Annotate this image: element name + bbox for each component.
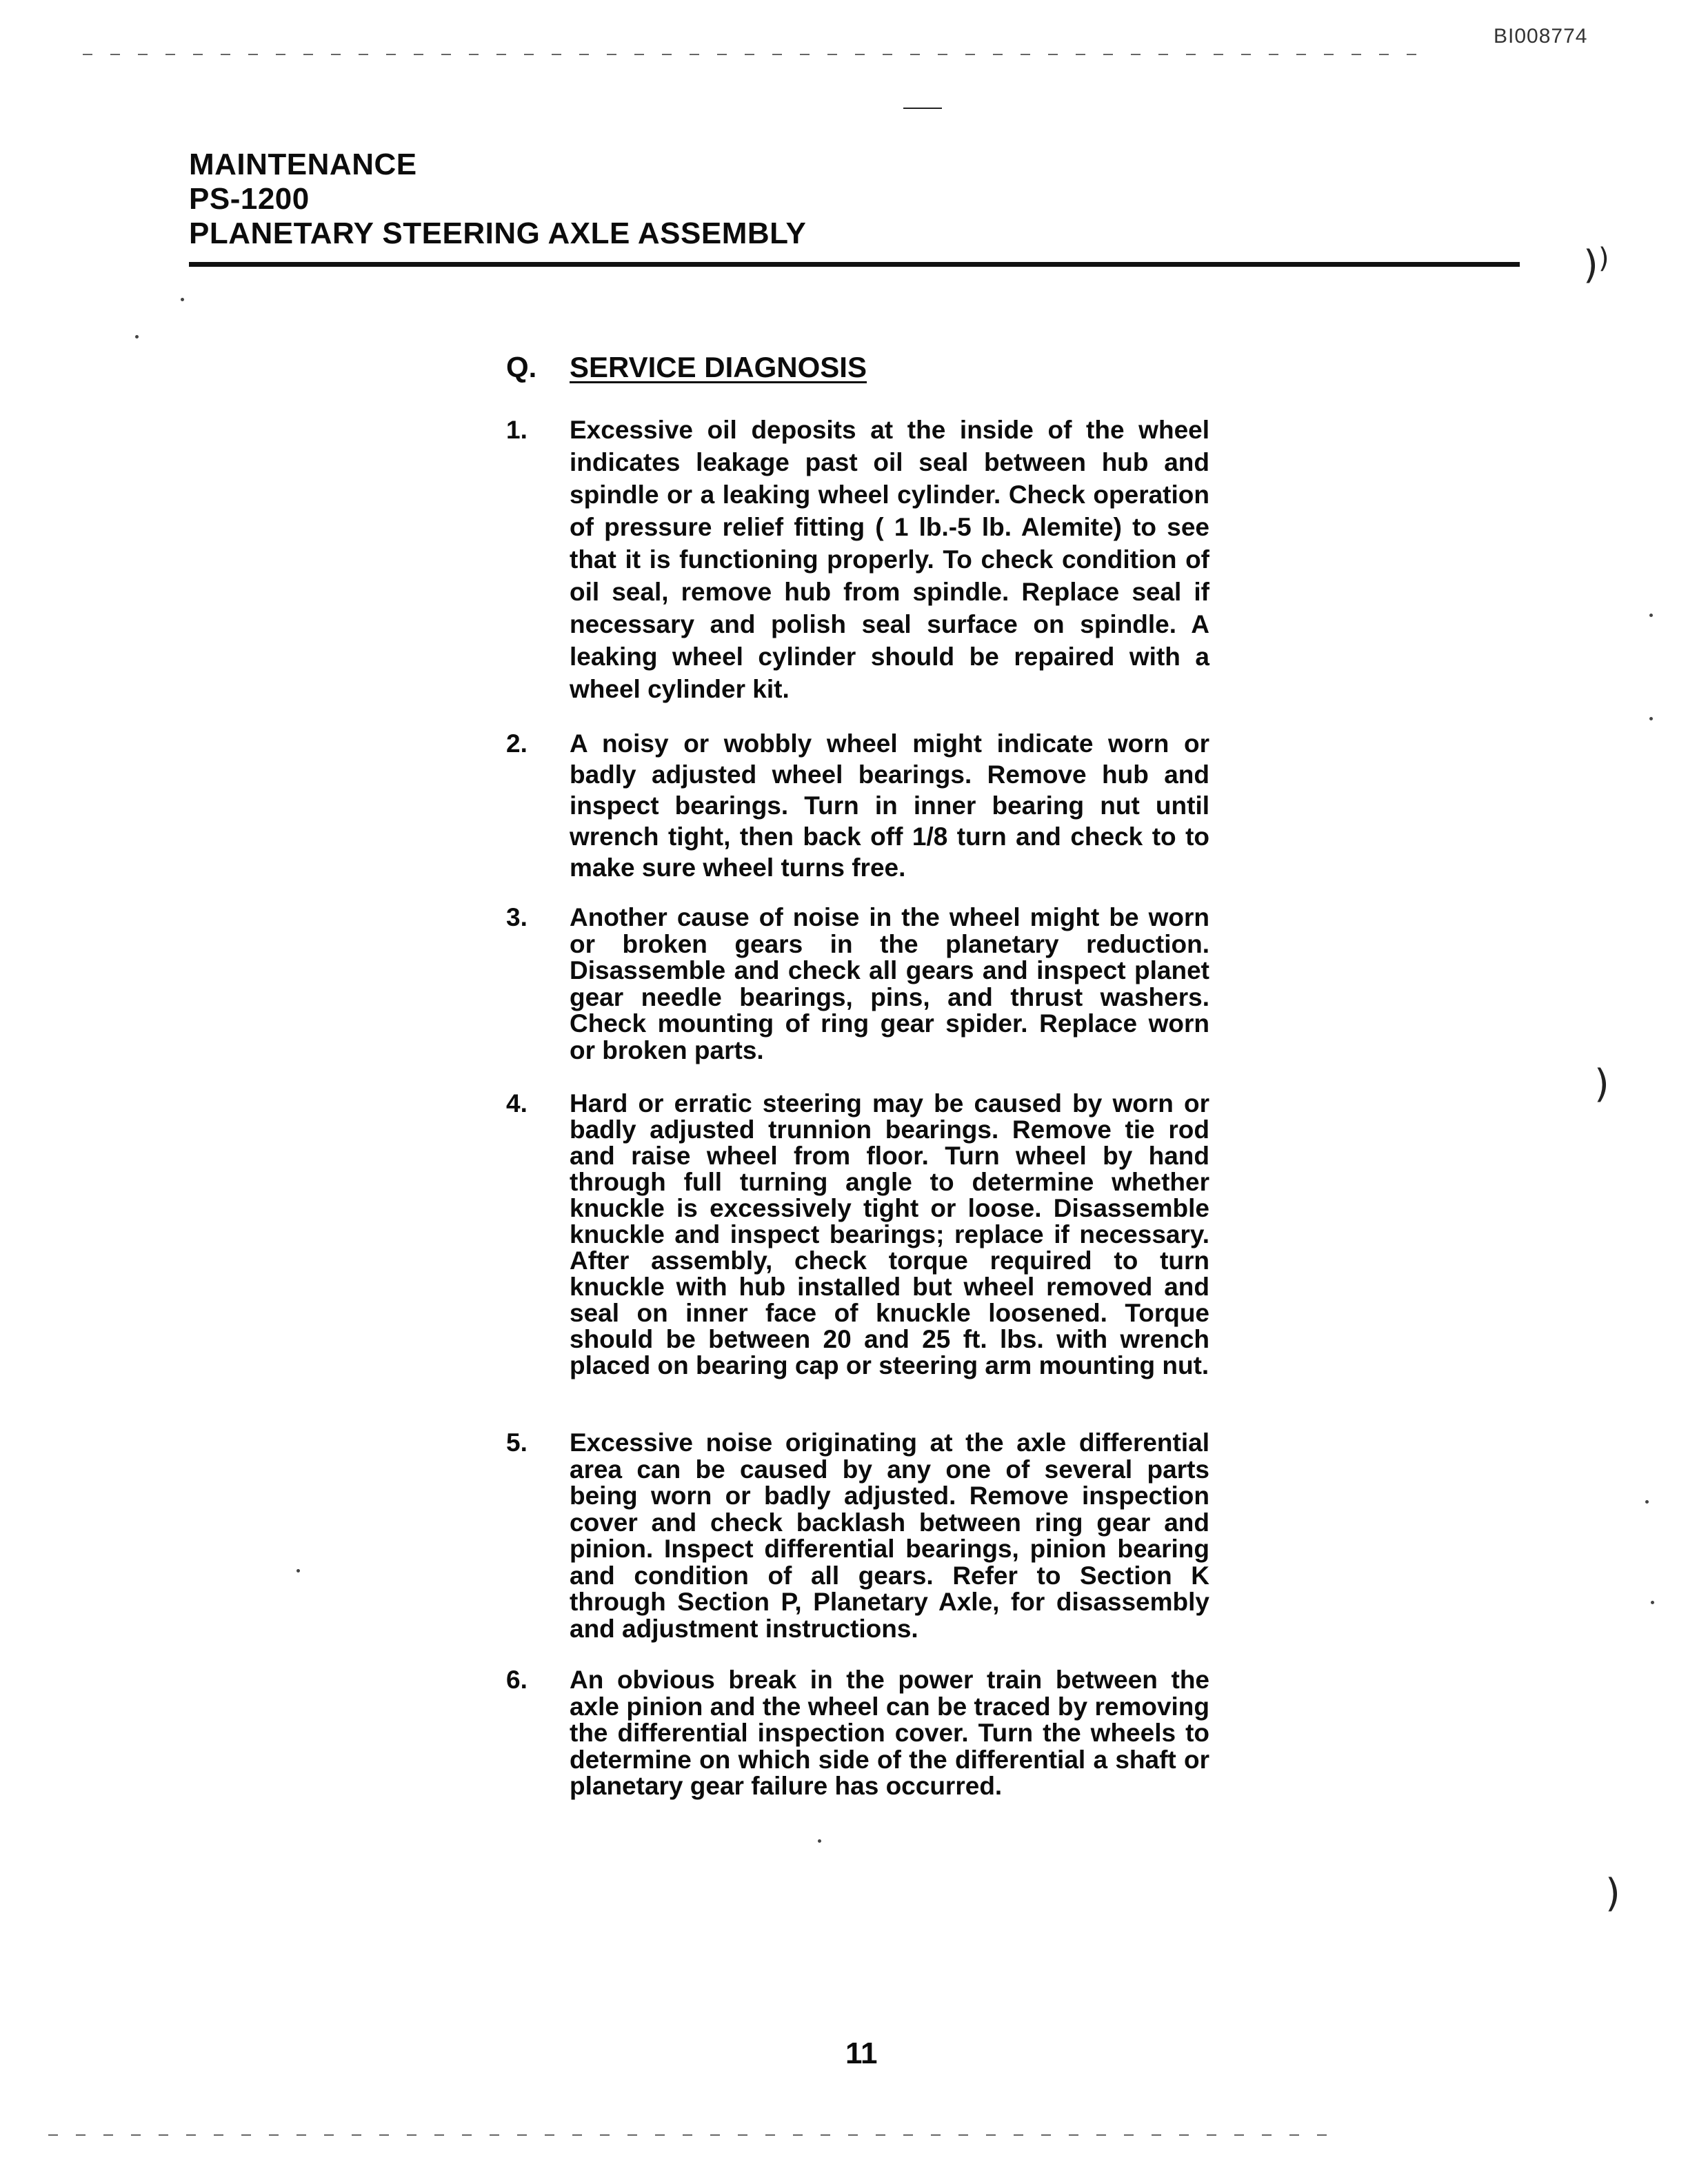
list-item	[506, 728, 1209, 883]
binder-hole-mark: )	[1583, 243, 1598, 287]
list-item	[506, 1430, 1209, 1642]
page-number: 11	[845, 2036, 878, 2070]
binder-hole-mark: )	[1594, 1062, 1609, 1106]
list-item	[506, 414, 1209, 705]
scan-artifact-mark	[903, 108, 942, 109]
list-item	[506, 904, 1209, 1064]
scan-dot	[818, 1839, 821, 1843]
section-letter: Q.	[506, 351, 537, 383]
scan-dot	[181, 298, 184, 301]
scan-dot	[135, 335, 139, 338]
scan-dot	[1651, 1601, 1654, 1604]
scan-artifact-top	[83, 54, 1434, 55]
item-number: 6.	[506, 1666, 528, 1694]
list-item	[506, 1667, 1209, 1800]
header-model: PS-1200	[189, 182, 310, 216]
list-item	[506, 1091, 1209, 1379]
item-number: 2.	[506, 729, 528, 758]
item-text: Another cause of noise in the wheel might be worn or broken gears in the planetary reduction. Disassemble and check all gears and inspect planet gear needle bearings, pins, and thrust washers. Check mounting of ring gear spider. Replace worn or broken parts.	[570, 903, 1209, 1064]
header-assembly: PLANETARY STEERING AXLE ASSEMBLY	[189, 216, 807, 250]
item-text: Excessive oil deposits at the inside of the wheel indicates leakage past oil seal between hub and spindle or a leaking wheel cylinder. Check operation of pressure relief fitting ( 1 lb.-5 lb. Alemite) to see that it is functioning properly. To check condition of oil seal, remove hub from spindle. Replace seal if necessary and polish seal surface on spindle. A leaking wheel cylinder should be repaired with a wheel cylinder kit.	[570, 416, 1209, 703]
scan-dot	[1645, 1500, 1649, 1504]
binder-hole-mark: )	[1605, 1871, 1620, 1916]
item-number: 5.	[506, 1428, 528, 1457]
item-number: 3.	[506, 903, 528, 931]
scan-dot	[1649, 614, 1653, 617]
header-rule	[189, 262, 1520, 267]
header-maintenance: MAINTENANCE	[189, 148, 417, 181]
document-id: BI008774	[1494, 25, 1588, 48]
item-number: 1.	[506, 416, 528, 444]
document-header	[189, 148, 1527, 251]
item-text: An obvious break in the power train between the axle pinion and the wheel can be traced by removing the differential inspection cover. Turn the wheels to determine on which side of the differential a shaft or planetary gear failure has occurred.	[570, 1666, 1209, 1800]
scan-dot	[1649, 717, 1653, 720]
item-text: A noisy or wobbly wheel might indicate worn or badly adjusted wheel bearings. Remove hub and inspect bearings. Turn in inner bearing nut until wrench tight, then back off 1/8 turn and check to to make sure wheel turns free.	[570, 729, 1209, 882]
binder-hole-mark: )	[1598, 243, 1609, 274]
item-text: Excessive noise originating at the axle differential area can be caused by any one of several parts being worn or badly adjusted. Remove inspection cover and check backlash between ring gear and pinion. Inspect differential bearings, pinion bearing and condition of all gears. Refer to Section K through Section P, Planetary Axle, for disassembly and adjustment instructions.	[570, 1428, 1209, 1643]
scan-artifact-bottom	[48, 2134, 1345, 2136]
scan-dot	[297, 1569, 300, 1573]
item-number: 4.	[506, 1089, 528, 1118]
section-title: SERVICE DIAGNOSIS	[570, 351, 867, 383]
section-heading	[506, 350, 867, 385]
item-text: Hard or erratic steering may be caused by worn or badly adjusted trunnion bearings. Remove tie rod and raise wheel from floor. Turn wheel by hand through full turning angle to determine whether knuckle is excessively tight or loose. Disassemble knuckle and inspect bearings; replace if necessary. After assembly, check torque required to turn knuckle with hub installed but wheel removed and seal on inner face of knuckle loosened. Torque should be between 20 and 25 ft. lbs. with wrench placed on bearing cap or steering arm mounting nut.	[570, 1089, 1209, 1379]
